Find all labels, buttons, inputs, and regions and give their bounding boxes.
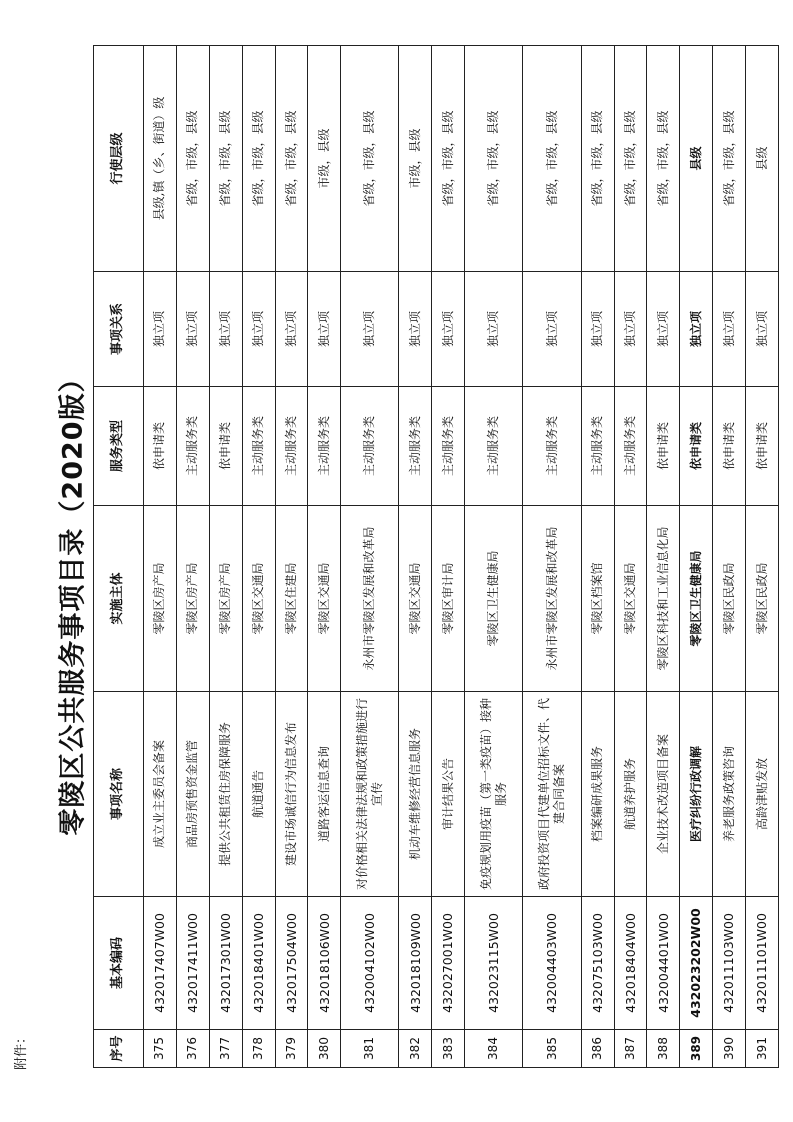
- row-relation: 独立项: [275, 272, 308, 387]
- table-row: [341, 46, 399, 1068]
- row-code: 432018401W00: [242, 897, 275, 1030]
- row-dept: 永州市零陵区发展和改革局: [341, 506, 399, 692]
- row-relation: 独立项: [746, 272, 779, 387]
- row-dept: 零陵区房产局: [144, 506, 177, 692]
- row-level: 省级，市级，县级: [275, 46, 308, 272]
- row-type: 主动服务类: [432, 387, 465, 506]
- row-code: 432018404W00: [614, 897, 647, 1030]
- row-level: 省级，市级，县级: [523, 46, 581, 272]
- row-type: 依申请类: [144, 387, 177, 506]
- row-dept: 零陵区交通局: [242, 506, 275, 692]
- row-name: 审计结果公告: [432, 692, 465, 897]
- row-type: 主动服务类: [176, 387, 209, 506]
- row-type: 依申请类: [746, 387, 779, 506]
- row-type: 主动服务类: [523, 387, 581, 506]
- row-code: 432023115W00: [465, 897, 523, 1030]
- row-name: 养老服务政策咨询: [713, 692, 746, 897]
- row-level: 省级，市级，县级: [581, 46, 614, 272]
- row-code: 432018106W00: [308, 897, 341, 1030]
- row-level: 省级，市级，县级: [176, 46, 209, 272]
- table-row: [308, 46, 341, 1068]
- service-catalog-table: [93, 45, 779, 1068]
- table-header-row: [94, 46, 144, 1068]
- row-relation: 独立项: [581, 272, 614, 387]
- row-dept: 零陵区交通局: [614, 506, 647, 692]
- header-level: 行使层级: [94, 46, 144, 272]
- row-relation: 独立项: [432, 272, 465, 387]
- row-level: 省级，市级，县级: [465, 46, 523, 272]
- row-number: 379: [275, 1030, 308, 1068]
- row-relation: 独立项: [465, 272, 523, 387]
- row-type: 主动服务类: [341, 387, 399, 506]
- row-name: 对价格相关法律法规和政策措施进行宣传: [341, 692, 399, 897]
- row-number: 390: [713, 1030, 746, 1068]
- header-no: 序号: [94, 1030, 144, 1068]
- row-level: 县级,镇（乡、街道）级: [144, 46, 177, 272]
- row-type: 依申请类: [680, 387, 713, 506]
- row-dept: 零陵区房产局: [209, 506, 242, 692]
- row-level: 市级，县级: [308, 46, 341, 272]
- row-number: 386: [581, 1030, 614, 1068]
- row-type: 主动服务类: [275, 387, 308, 506]
- row-name: 航道通告: [242, 692, 275, 897]
- table-row: [242, 46, 275, 1068]
- table-row: [432, 46, 465, 1068]
- row-code: 432017411W00: [176, 897, 209, 1030]
- service-catalog-table-wrapper: [93, 46, 779, 1068]
- table-row: [680, 46, 713, 1068]
- table-row: [144, 46, 177, 1068]
- header-relation: 事项关系: [94, 272, 144, 387]
- row-dept: 零陵区交通局: [399, 506, 432, 692]
- row-number: 376: [176, 1030, 209, 1068]
- header-dept: 实施主体: [94, 506, 144, 692]
- row-number: 382: [399, 1030, 432, 1068]
- row-level: 县级: [746, 46, 779, 272]
- row-relation: 独立项: [341, 272, 399, 387]
- table-row: [614, 46, 647, 1068]
- row-relation: 独立项: [242, 272, 275, 387]
- row-code: 432004102W00: [341, 897, 399, 1030]
- row-code: 432011101W00: [746, 897, 779, 1030]
- row-relation: 独立项: [176, 272, 209, 387]
- row-name: 成立业主委员会备案: [144, 692, 177, 897]
- row-relation: 独立项: [523, 272, 581, 387]
- row-name: 免疫规划用疫苗（第一类疫苗）接种服务: [465, 692, 523, 897]
- row-name: 医疗纠纷行政调解: [680, 692, 713, 897]
- row-dept: 零陵区民政局: [746, 506, 779, 692]
- row-number: 391: [746, 1030, 779, 1068]
- row-name: 高龄津贴发放: [746, 692, 779, 897]
- row-dept: 零陵区交通局: [308, 506, 341, 692]
- row-code: 432017407W00: [144, 897, 177, 1030]
- row-number: 384: [465, 1030, 523, 1068]
- row-relation: 独立项: [144, 272, 177, 387]
- row-code: 432075103W00: [581, 897, 614, 1030]
- row-relation: 独立项: [308, 272, 341, 387]
- header-name: 事项名称: [94, 692, 144, 897]
- row-number: 389: [680, 1030, 713, 1068]
- row-number: 383: [432, 1030, 465, 1068]
- table-row: [399, 46, 432, 1068]
- table-row: [465, 46, 523, 1068]
- row-dept: 零陵区卫生健康局: [465, 506, 523, 692]
- table-row: [713, 46, 746, 1068]
- row-number: 387: [614, 1030, 647, 1068]
- row-name: 企业技术改造项目备案: [647, 692, 680, 897]
- row-dept: 零陵区卫生健康局: [680, 506, 713, 692]
- row-code: 432018109W00: [399, 897, 432, 1030]
- row-level: 省级，市级，县级: [209, 46, 242, 272]
- row-number: 388: [647, 1030, 680, 1068]
- row-number: 377: [209, 1030, 242, 1068]
- row-name: 机动车维修经营信息服务: [399, 692, 432, 897]
- row-dept: 零陵区民政局: [713, 506, 746, 692]
- row-relation: 独立项: [614, 272, 647, 387]
- row-dept: 零陵区房产局: [176, 506, 209, 692]
- row-level: 县级: [680, 46, 713, 272]
- header-code: 基本编码: [94, 897, 144, 1030]
- row-relation: 独立项: [209, 272, 242, 387]
- row-relation: 独立项: [680, 272, 713, 387]
- row-code: 432011103W00: [713, 897, 746, 1030]
- table-row: [523, 46, 581, 1068]
- row-dept: 零陵区审计局: [432, 506, 465, 692]
- row-level: 省级，市级，县级: [341, 46, 399, 272]
- table-row: [176, 46, 209, 1068]
- row-relation: 独立项: [647, 272, 680, 387]
- row-number: 378: [242, 1030, 275, 1068]
- row-type: 主动服务类: [465, 387, 523, 506]
- row-code: 432004401W00: [647, 897, 680, 1030]
- row-type: 依申请类: [209, 387, 242, 506]
- table-row: [275, 46, 308, 1068]
- row-name: 商品房预售资金监管: [176, 692, 209, 897]
- table-row: [581, 46, 614, 1068]
- row-relation: 独立项: [713, 272, 746, 387]
- row-type: 主动服务类: [308, 387, 341, 506]
- row-level: 省级，市级，县级: [647, 46, 680, 272]
- row-type: 依申请类: [713, 387, 746, 506]
- row-dept: 零陵区科技和工业信息化局: [647, 506, 680, 692]
- row-name: 建设市场诚信行为信息发布: [275, 692, 308, 897]
- attachment-label: 附件：: [14, 1030, 29, 1070]
- row-name: 航道养护服务: [614, 692, 647, 897]
- row-dept: 零陵区住建局: [275, 506, 308, 692]
- row-type: 主动服务类: [242, 387, 275, 506]
- row-code: 432023202W00: [680, 897, 713, 1030]
- row-name: 提供公共租赁住房保障服务: [209, 692, 242, 897]
- table-row: [647, 46, 680, 1068]
- row-code: 432017301W00: [209, 897, 242, 1030]
- row-code: 432004403W00: [523, 897, 581, 1030]
- table-body: [144, 46, 779, 1068]
- row-dept: 零陵区档案馆: [581, 506, 614, 692]
- row-dept: 永州市零陵区发展和改革局: [523, 506, 581, 692]
- row-level: 省级，市级，县级: [432, 46, 465, 272]
- row-relation: 独立项: [399, 272, 432, 387]
- header-type: 服务类型: [94, 387, 144, 506]
- row-level: 市级，县级: [399, 46, 432, 272]
- table-row: [746, 46, 779, 1068]
- row-name: 档案编研成果服务: [581, 692, 614, 897]
- row-code: 432027001W00: [432, 897, 465, 1030]
- row-level: 省级，市级，县级: [614, 46, 647, 272]
- row-number: 380: [308, 1030, 341, 1068]
- row-type: 主动服务类: [399, 387, 432, 506]
- row-number: 375: [144, 1030, 177, 1068]
- row-type: 主动服务类: [614, 387, 647, 506]
- row-name: 道路客运信息查询: [308, 692, 341, 897]
- page-title: 零陵区公共服务事项目录（2020版）: [57, 364, 89, 836]
- row-type: 依申请类: [647, 387, 680, 506]
- row-level: 省级，市级，县级: [242, 46, 275, 272]
- row-code: 432017504W00: [275, 897, 308, 1030]
- row-number: 385: [523, 1030, 581, 1068]
- row-number: 381: [341, 1030, 399, 1068]
- table-row: [209, 46, 242, 1068]
- row-type: 主动服务类: [581, 387, 614, 506]
- row-name: 政府投资项目代建单位招标文件、代建合同备案: [523, 692, 581, 897]
- row-level: 省级，市级，县级: [713, 46, 746, 272]
